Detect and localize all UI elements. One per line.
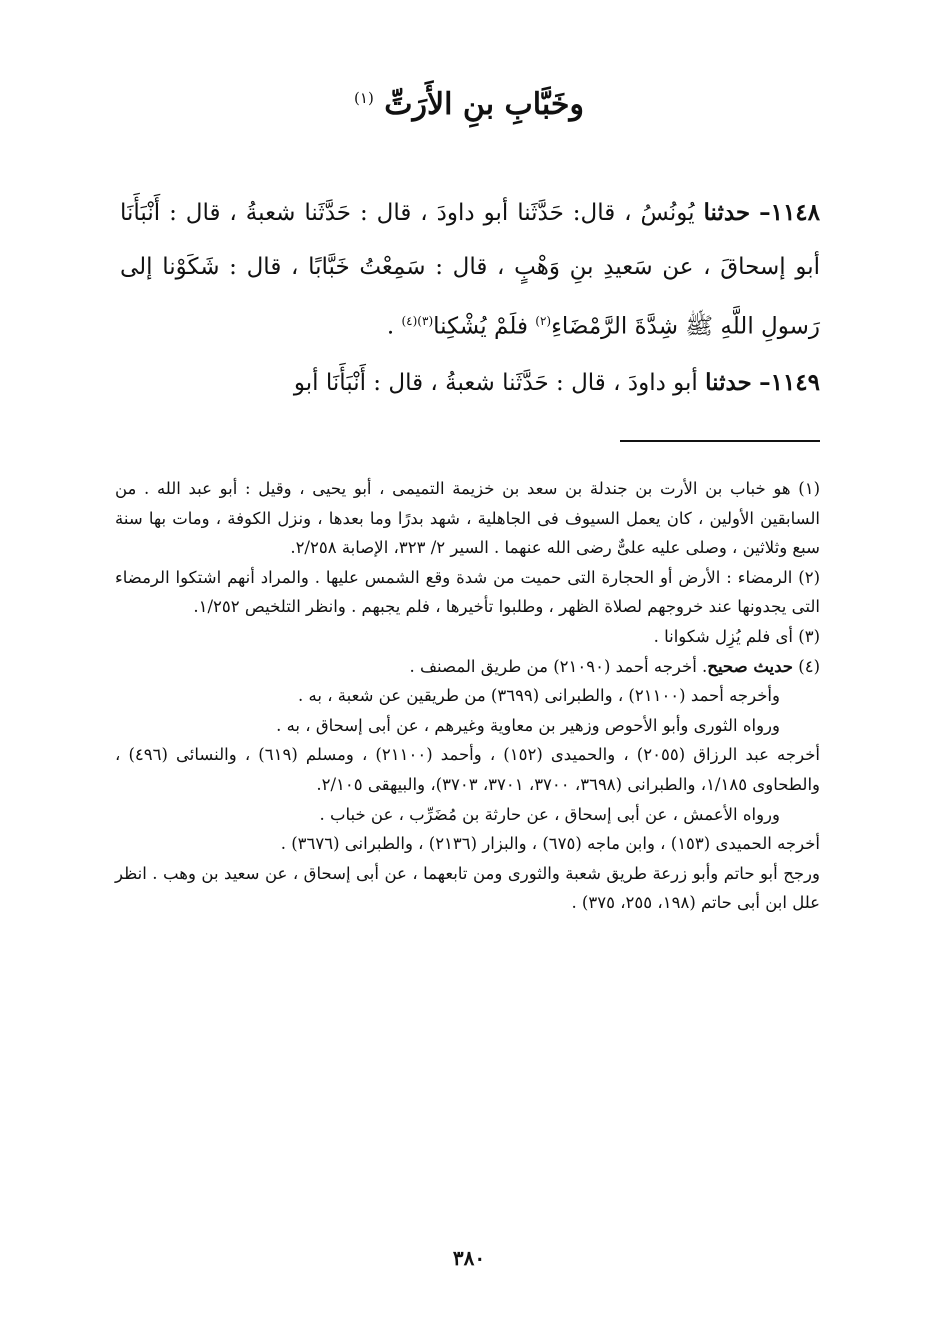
footnote-marker: (٣)(٤) bbox=[401, 314, 434, 328]
footnote-2: (٢) الرمضاء : الأرض أو الحجارة التى حميت من شدة وقع الشمس عليها . والمراد أنهم اشتكوا الرمضاء التى يجدونها عند خروجهم لصلاة الظهر ، وطلبوا تأخيرها ، فلم يجبهم . وانظر التلخيص ١/٢٥٢. bbox=[115, 567, 820, 617]
footnote-1: (١) هو خباب بن الأرت بن جندلة بن سعد بن خزيمة التميمى ، أبو يحيى ، وقيل : أبو عبد الله . من السابقين الأولين ، كان يعمل السيوف فى الجاهلية ، شهد بدرًا وما بعدها ، ونزل الكوفة ، ومات بها سنة سبع وثلاثين ، وصلى عليه علىٌّ رضى الله عنهما . السير ٢/ ٣٢٣، الإصابة ٢/٢٥٨. bbox=[115, 479, 820, 558]
footnote-4-paragraph: أخرجه الحميدى (١٥٣) ، وابن ماجه (٦٧٥) ، والبزار (٢١٣٦) ، والطبرانى (٣٦٧٦) . bbox=[280, 834, 820, 854]
hadith-text-continued: فلَمْ يُشْكِنا bbox=[433, 313, 528, 340]
footnote-4 bbox=[115, 652, 820, 682]
hadith-text: أبو داودَ ، قال : حَدَّثَنا شعبةُ ، قال : أَنْبَأَنَا أبو bbox=[293, 370, 698, 396]
footnote-marker: (٢) bbox=[535, 314, 552, 328]
hadith-end: . bbox=[386, 313, 395, 340]
hadith-1148 bbox=[120, 186, 820, 354]
hadith-number: ١١٤٨– bbox=[759, 199, 821, 226]
hadith-number: ١١٤٩– bbox=[759, 369, 820, 396]
footnote-separator bbox=[620, 440, 820, 442]
footnotes bbox=[115, 474, 820, 918]
footnote-4-paragraph: أخرجه عبد الرزاق (٢٠٥٥) ، والحميدى (١٥٢) ، وأحمد (٢١١٠٠) ، ومسلم (٦١٩) ، والنسائى (٤٩٦) ، والطحاوى ١/١٨٥، والطبرانى (٣٦٩٨، ٣٧٠٠، ٣٧٠١، ٣٧٠٣)، والبيهقى ٢/١٠٥. bbox=[115, 745, 820, 794]
section-title-text: وخَبَّابِ بنِ الأَرَتِّ bbox=[384, 87, 584, 122]
hadith-1149 bbox=[120, 356, 820, 410]
page-number: ٣٨٠ bbox=[452, 1246, 486, 1270]
footnote-4-grade: حديث صحيح bbox=[707, 656, 793, 676]
footnote-marker: (١) bbox=[354, 89, 374, 107]
section-title bbox=[0, 78, 938, 125]
hadith-keyword: حدثنا bbox=[705, 369, 752, 396]
footnote-4-line: ورواه الأعمش ، عن أبى إسحاق ، عن حارثة بن مُضَرِّب ، عن خباب . bbox=[319, 804, 780, 824]
footnote-4-line: ورواه الثورى وأبو الأحوص وزهير بن معاوية وغيرهم ، عن أبى إسحاق ، به . bbox=[276, 715, 780, 735]
footnote-4-line: وأخرجه أحمد (٢١١٠٠) ، والطبرانى (٣٦٩٩) من طريقين عن شعبة ، به . bbox=[298, 686, 780, 706]
footnote-4-label: (٤) bbox=[798, 656, 820, 676]
footnote-4-paragraph: ورجح أبو حاتم وأبو زرعة طريق شعبة والثورى ومن تابعهما ، عن أبى إسحاق ، عن سعيد بن وهب . انظر علل ابن أبى حاتم (١٩٨، ٢٥٥، ٣٧٥) . bbox=[115, 863, 820, 913]
footnote-3: (٣) أى فلم يُزِل شكوانا . bbox=[653, 626, 820, 646]
hadith-text: يُونُسُ ، قال: حَدَّثَنا أبو داودَ ، قال : حَدَّثَنا شعبةُ ، قال : أَنْبَأَنَا أبو إسحاقَ ، عن سَعيدِ بنِ وَهْبٍ ، قال : سَمِعْتُ خَبَّابًا ، قال : شَكَوْنا إلى رَسولِ اللَّهِ ﷺ شِدَّةَ الرَّمْضَاءِ bbox=[120, 200, 820, 340]
hadith-keyword: حدثنا bbox=[703, 199, 751, 226]
footnote-4-text: . أخرجه أحمد (٢١٠٩٠) من طريق المصنف . bbox=[409, 656, 708, 676]
